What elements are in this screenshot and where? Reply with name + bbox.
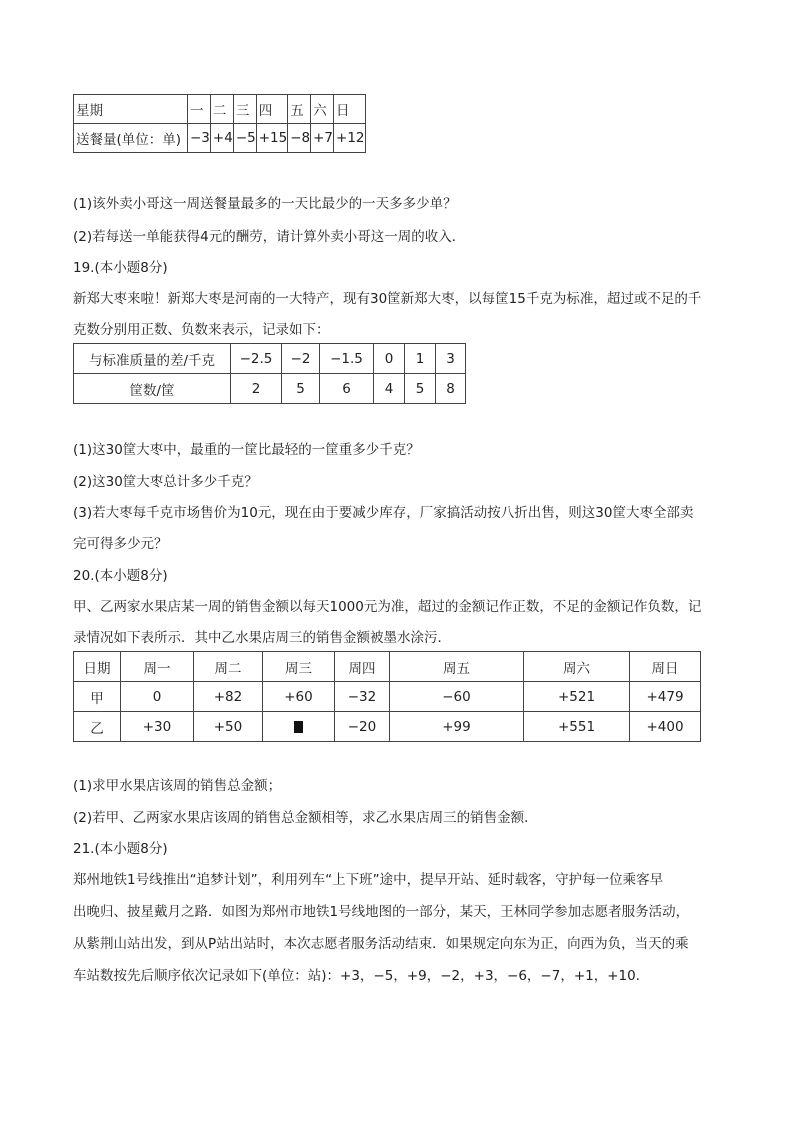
table-cell: 0: [374, 344, 405, 374]
table-cell: 5: [282, 374, 320, 404]
table-cell: 三: [233, 95, 256, 124]
table-cell: +521: [524, 682, 630, 712]
question-part: (3)若大枣每千克市场售价为10元，现在由于要减少库存，厂家搞活动按八折出售，则这30筐大枣全部卖: [73, 505, 694, 521]
table-cell: 0: [121, 682, 194, 712]
question-text: 新郑大枣来啦！新郑大枣是河南的一大特产，现有30筐新郑大枣，以每筐15千克为标准，超过或不足的千: [73, 291, 702, 307]
table-row: [74, 374, 466, 404]
table-header-row: [74, 652, 701, 682]
table-cell: −5: [233, 124, 256, 153]
table-cell: 1: [405, 344, 436, 374]
table-row: [74, 124, 366, 153]
table-cell: +82: [194, 682, 263, 712]
table-cell: 与标准质量的差/千克: [74, 344, 231, 374]
table-cell: 二: [210, 95, 233, 124]
table-cell: 日: [334, 95, 366, 124]
table-cell: 一: [188, 95, 211, 124]
question-text: 出晚归、披星戴月之路．如图为郑州市地铁1号线地图的一部分，某天，王林同学参加志愿者服务活动，: [73, 904, 690, 920]
table-cell: −1.5: [320, 344, 374, 374]
table-cell: +4: [210, 124, 233, 153]
table-cell: 6: [320, 374, 374, 404]
jujube-table: [73, 343, 466, 404]
table-cell: +30: [121, 712, 194, 742]
ink-blot-icon: [294, 721, 303, 733]
question-text: 从紫荆山站出发，到从P站出站时，本次志愿者服务活动结束．如果规定向东为正，向西为负，当天的乘: [73, 936, 689, 952]
table-cell: 周六: [524, 652, 630, 682]
table-row: [74, 712, 701, 742]
table-cell: 周一: [121, 652, 194, 682]
question-text: 郑州地铁1号线推出“追梦计划”，利用列车“上下班”途中，提早开站、延时载客，守护每一位乘客早: [73, 872, 664, 888]
question-part: (1)该外卖小哥这一周送餐量最多的一天比最少的一天多多少单？: [73, 196, 457, 212]
table-cell: +15: [256, 124, 288, 153]
table-cell: 周五: [390, 652, 524, 682]
question-part: (2)若甲、乙两家水果店该周的销售总金额相等，求乙水果店周三的销售金额．: [73, 810, 538, 826]
sales-table: [73, 651, 701, 742]
table-cell: 周四: [335, 652, 390, 682]
question-text: 克数分别用正数、负数来表示，记录如下：: [73, 322, 330, 338]
table-cell: +50: [194, 712, 263, 742]
table-cell: 8: [436, 374, 466, 404]
table-cell: 周二: [194, 652, 263, 682]
table-cell: +551: [524, 712, 630, 742]
question-header: 21.(本小题8分): [73, 841, 168, 857]
table-cell: −32: [335, 682, 390, 712]
table-cell: +7: [311, 124, 334, 153]
question-text: 录情况如下表所示．其中乙水果店周三的销售金额被墨水涂污．: [73, 630, 451, 646]
table-row: [74, 344, 466, 374]
table-row: [74, 95, 366, 124]
table-cell: +60: [263, 682, 335, 712]
question-header: 19.(本小题8分): [73, 260, 168, 276]
table-cell: 五: [288, 95, 311, 124]
question-part: (2)这30筐大枣总计多少千克？: [73, 474, 258, 490]
table-cell: −3: [188, 124, 211, 153]
question-part: (1)这30筐大枣中，最重的一筐比最轻的一筐重多少千克？: [73, 442, 420, 458]
table-cell: 星期: [74, 95, 188, 124]
table-cell: −2: [282, 344, 320, 374]
table-cell: +400: [630, 712, 701, 742]
table-cell: 甲: [74, 682, 121, 712]
table-cell: −60: [390, 682, 524, 712]
table-cell: 乙: [74, 712, 121, 742]
question-part: 完可得多少元？: [73, 536, 168, 552]
question-part: (2)若每送一单能获得4元的酬劳，请计算外卖小哥这一周的收入．: [73, 229, 466, 245]
table-cell: +479: [630, 682, 701, 712]
table-cell: 四: [256, 95, 288, 124]
question-header: 20.(本小题8分): [73, 568, 168, 584]
table-cell: 筐数/筐: [74, 374, 231, 404]
question-text: 甲、乙两家水果店某一周的销售金额以每天1000元为准，超过的金额记作正数，不足的金额记作负数，记: [73, 599, 702, 615]
table-cell: 4: [374, 374, 405, 404]
table-cell: +12: [334, 124, 366, 153]
table-cell: −2.5: [231, 344, 282, 374]
table-cell: 送餐量(单位：单): [74, 124, 188, 153]
table-row: [74, 682, 701, 712]
table-cell: −20: [335, 712, 390, 742]
table-cell: 周三: [263, 652, 335, 682]
table-cell: +99: [390, 712, 524, 742]
table-cell: 六: [311, 95, 334, 124]
table-cell: 3: [436, 344, 466, 374]
question-part: (1)求甲水果店该周的销售总金额；: [73, 778, 282, 794]
ink-blot-cell: [263, 712, 335, 742]
question-text: 车站数按先后顺序依次记录如下(单位：站)：+3，−5，+9，−2，+3，−6，−7，+1，+10．: [73, 968, 650, 984]
table-cell: 周日: [630, 652, 701, 682]
table-cell: 2: [231, 374, 282, 404]
table-cell: 5: [405, 374, 436, 404]
delivery-table: [73, 94, 366, 153]
table-cell: −8: [288, 124, 311, 153]
table-cell: 日期: [74, 652, 121, 682]
